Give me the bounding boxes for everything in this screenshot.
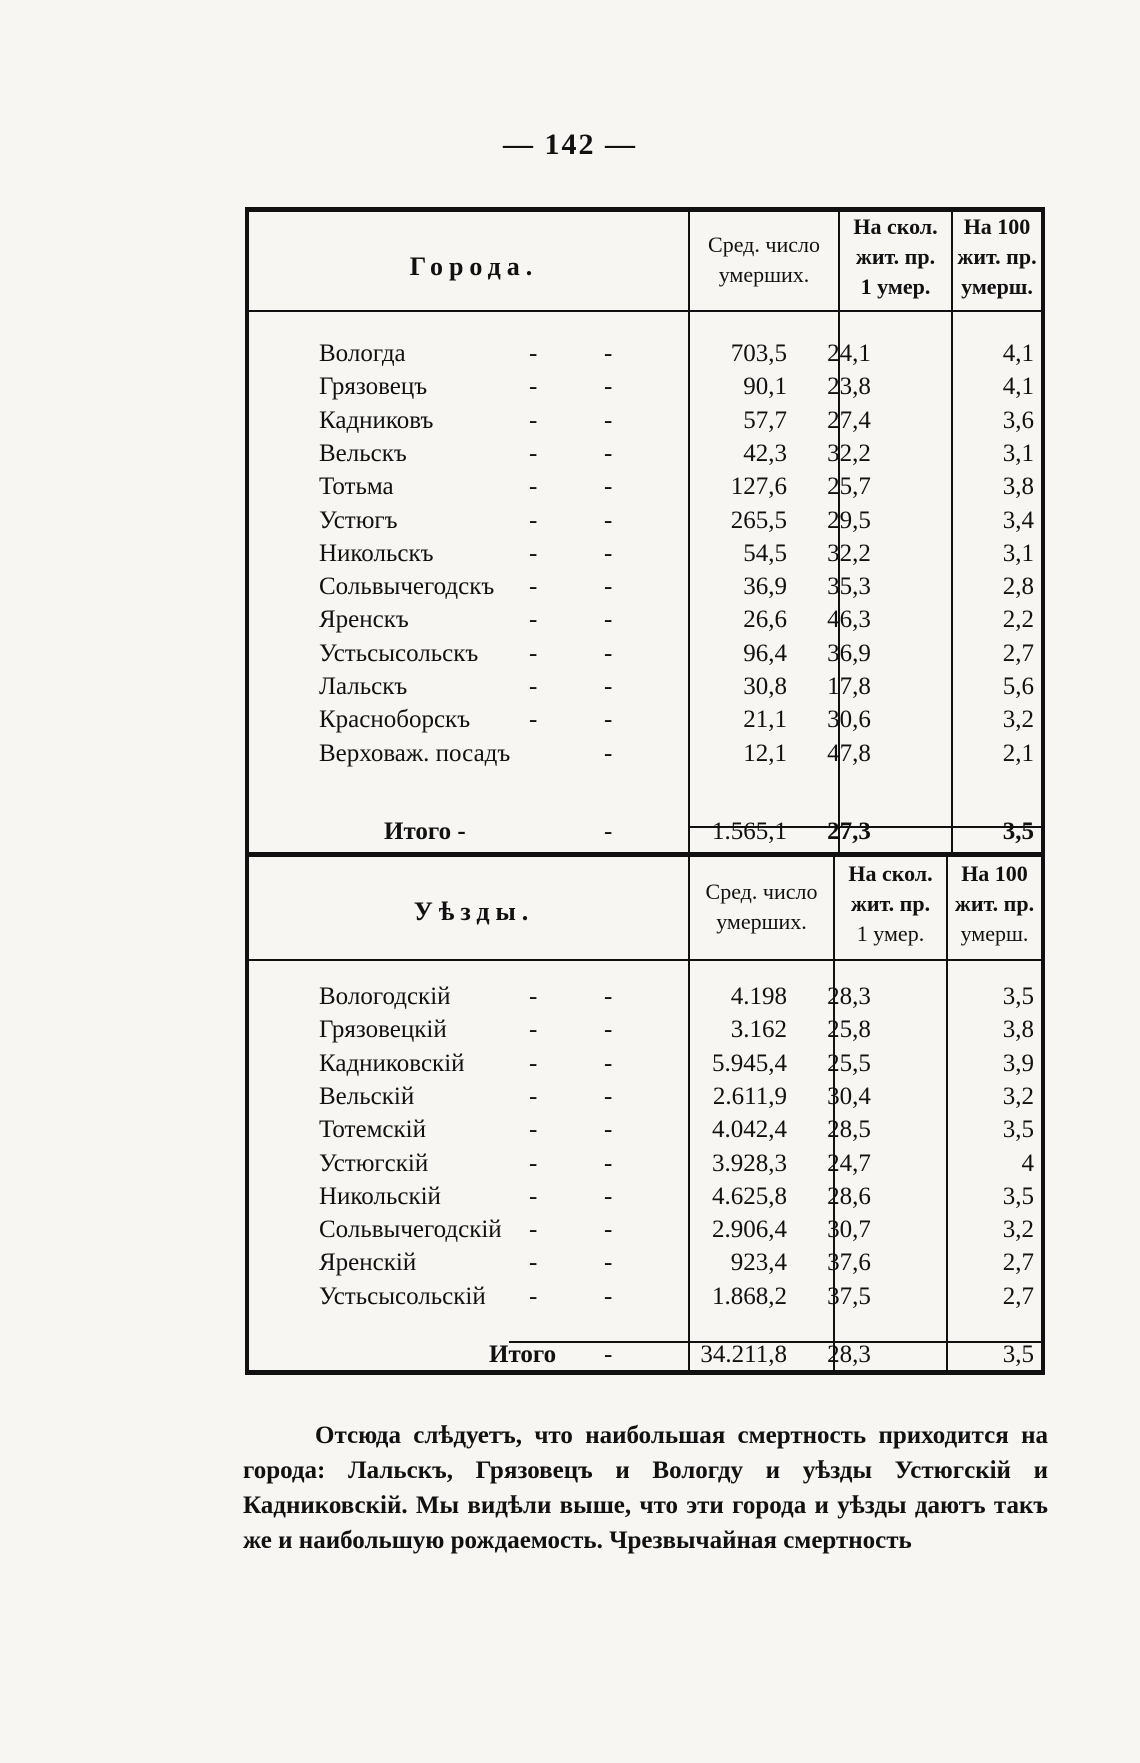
district-dash-2: - [604,1149,613,1177]
district-row [249,1016,1041,1049]
city-dash-1: - [529,439,538,467]
district-name: Кадниковскій [319,1049,465,1077]
cities-header-col1: Сред. число умерших. [708,232,820,287]
city-dash-2: - [604,706,613,734]
district-dash-1: - [529,1082,538,1110]
city-value-col2: 27,4 [827,406,871,434]
district-value-col2: 28,3 [827,983,871,1010]
city-row [249,540,1041,573]
city-dash-2: - [604,439,613,467]
district-dash-1: - [529,1249,538,1277]
city-value-col1: 54,5 [743,539,787,567]
district-dash-2: - [604,1249,613,1277]
district-name: Никольскій [319,1182,441,1210]
district-dash-1: - [529,1149,538,1177]
city-value-col1: 12,1 [743,739,787,767]
city-value-col2: 17,8 [827,673,871,700]
city-value-col2: 30,6 [827,706,871,734]
city-dash-2: - [604,539,613,567]
city-value-col3: 2,1 [1002,739,1034,767]
district-value-col3: 3,5 [1002,1116,1034,1144]
district-value-col3: 3,2 [1002,1082,1034,1110]
district-value-col1: 2.611,9 [712,1082,787,1110]
city-dash-1: - [529,373,538,401]
city-value-col3: 3,1 [1002,439,1034,467]
city-value-col2: 47,8 [827,739,871,767]
district-name: Грязовецкій [319,1016,447,1044]
city-dash-2: - [604,673,613,700]
district-dash-2: - [604,1082,613,1110]
cities-total-dash: - [604,818,613,845]
district-dash-1: - [529,1282,538,1310]
district-name: Яренскій [319,1249,417,1277]
city-row [249,673,1041,706]
district-value-col1: 5.945,4 [712,1049,787,1077]
city-dash-1: - [529,506,538,534]
district-dash-1: - [529,983,538,1010]
cities-header-col2: На скол. жит. пр. 1 умер. [853,214,938,299]
city-name: Грязовецъ [319,373,428,401]
city-value-col3: 3,8 [1002,473,1034,501]
city-name: Тотьма [319,473,394,501]
district-dash-2: - [604,1216,613,1244]
city-value-col1: 21,1 [743,706,787,734]
city-value-col3: 2,7 [1002,639,1034,667]
districts-section [249,857,1041,1375]
city-dash-2: - [604,739,613,767]
district-value-col2: 25,8 [827,1016,871,1044]
city-name: Вельскъ [319,439,407,467]
district-value-col3: 3,5 [1002,1182,1034,1210]
district-value-col1: 4.198 [730,983,787,1010]
body-paragraph [243,1418,1048,1558]
city-name: Вологда [319,340,406,367]
city-value-col3: 2,8 [1002,573,1034,601]
district-dash-2: - [604,1049,613,1077]
districts-total-dash: - [604,1341,613,1368]
district-dash-2: - [604,1282,613,1310]
city-value-col1: 127,6 [730,473,787,501]
district-row [249,983,1041,1016]
city-value-col3: 4,1 [1002,373,1034,401]
district-value-col2: 30,4 [827,1082,871,1110]
district-value-col3: 2,7 [1002,1282,1034,1310]
city-row [249,407,1041,440]
city-dash-1: - [529,606,538,634]
city-dash-2: - [604,506,613,534]
city-dash-1: - [529,573,538,601]
district-dash-1: - [529,1016,538,1044]
district-value-col1: 923,4 [730,1249,787,1277]
city-dash-1: - [529,673,538,700]
district-row [249,1050,1041,1083]
city-row [249,740,1041,773]
city-value-col1: 265,5 [730,506,787,534]
city-name: Никольскъ [319,539,434,567]
city-row [249,473,1041,506]
districts-header-title: Уѣзды. [413,897,535,926]
district-value-col2: 24,7 [827,1149,871,1177]
city-name: Устьсысольскъ [319,639,479,667]
district-dash-1: - [529,1216,538,1244]
district-value-col3: 3,5 [1002,983,1034,1010]
district-row [249,1249,1041,1282]
city-value-col3: 3,6 [1002,406,1034,434]
district-dash-2: - [604,1182,613,1210]
district-value-col1: 2.906,4 [712,1216,787,1244]
district-value-col3: 3,2 [1002,1216,1034,1244]
city-row [249,340,1041,373]
city-value-col2: 24,1 [827,340,871,367]
city-value-col3: 3,4 [1002,506,1034,534]
districts-total-row [249,1341,1041,1374]
city-dash-2: - [604,639,613,667]
district-row [249,1116,1041,1149]
cities-header-col3: На 100 жит. пр. умерш. [957,214,1037,299]
district-value-col3: 2,7 [1002,1249,1034,1277]
district-row [249,1216,1041,1249]
city-row [249,573,1041,606]
city-value-col1: 26,6 [743,606,787,634]
city-dash-1: - [529,340,538,367]
city-row [249,706,1041,739]
city-row [249,507,1041,540]
district-row [249,1283,1041,1316]
city-value-col2: 46,3 [827,606,871,634]
city-value-col2: 25,7 [827,473,871,501]
district-value-col2: 37,6 [827,1249,871,1277]
district-name: Сольвычегодскій [319,1216,502,1244]
city-name: Кадниковъ [319,406,434,434]
district-dash-2: - [604,983,613,1010]
districts-total-c3: 3,5 [1002,1341,1034,1368]
city-value-col2: 35,3 [827,573,871,601]
district-value-col3: 3,8 [1002,1016,1034,1044]
city-value-col1: 36,9 [743,573,787,601]
district-value-col2: 28,5 [827,1116,871,1144]
districts-total-c1: 34.211,8 [700,1341,787,1368]
cities-total-label: Итого - [384,818,466,845]
district-value-col3: 4 [1021,1149,1034,1177]
city-value-col1: 90,1 [743,373,787,401]
cities-total-c2: 27,3 [827,818,871,845]
city-value-col1: 57,7 [743,406,787,434]
district-dash-1: - [529,1116,538,1144]
district-value-col1: 4.042,4 [712,1116,787,1144]
district-name: Вельскій [319,1082,415,1110]
district-value-col3: 3,9 [1002,1049,1034,1077]
city-dash-1: - [529,539,538,567]
city-name: Сольвычегодскъ [319,573,495,601]
city-dash-2: - [604,406,613,434]
city-value-col2: 32,2 [827,539,871,567]
city-value-col1: 703,5 [730,340,787,367]
districts-total-label: Итого [489,1341,557,1368]
district-dash-2: - [604,1116,613,1144]
city-dash-1: - [529,639,538,667]
city-value-col3: 3,1 [1002,539,1034,567]
mortality-table [245,207,1045,1375]
city-value-col1: 30,8 [743,673,787,700]
district-name: Тотемскій [319,1116,426,1144]
district-dash-1: - [529,1049,538,1077]
page-number: — 142 — [503,128,637,161]
city-row [249,373,1041,406]
districts-header-col3: На 100 жит. пр. умерш. [954,861,1035,946]
city-value-col1: 96,4 [743,639,787,667]
city-value-col3: 4,1 [1002,340,1034,367]
district-value-col2: 28,6 [827,1182,871,1210]
district-row [249,1183,1041,1216]
city-name: Яренскъ [319,606,409,634]
city-name: Верховаж. посадъ [319,739,511,767]
district-value-col2: 37,5 [827,1282,871,1310]
city-dash-2: - [604,573,613,601]
district-dash-1: - [529,1182,538,1210]
city-value-col2: 23,8 [827,373,871,401]
city-name: Красноборскъ [319,706,471,734]
city-name: Лальскъ [319,673,408,700]
district-name: Устьсысольскій [319,1282,486,1310]
district-name: Устюгскій [319,1149,429,1177]
city-row [249,606,1041,639]
district-value-col2: 25,5 [827,1049,871,1077]
cities-total-row [249,818,1041,851]
district-value-col1: 1.868,2 [712,1282,787,1310]
district-value-col1: 4.625,8 [712,1182,787,1210]
city-row [249,640,1041,673]
city-dash-2: - [604,373,613,401]
districts-header-col1: Сред. число умерших. [705,879,818,934]
district-name: Вологодскій [319,983,451,1010]
city-dash-1: - [529,473,538,501]
district-row [249,1083,1041,1116]
city-value-col1: 42,3 [743,439,787,467]
city-value-col2: 36,9 [827,639,871,667]
city-dash-2: - [604,340,613,367]
city-value-col3: 3,2 [1002,706,1034,734]
cities-section [249,212,1041,852]
cities-total-c1: 1.565,1 [712,818,787,845]
district-value-col1: 3.162 [730,1016,787,1044]
district-value-col2: 30,7 [827,1216,871,1244]
city-dash-2: - [604,606,613,634]
city-value-col2: 29,5 [827,506,871,534]
city-name: Устюгъ [319,506,398,534]
city-dash-1: - [529,406,538,434]
body-paragraph-text: Отсюда слѣдуетъ, что наибольшая смертность приходится на города: Лальскъ, Грязовецъ и Вологду и уѣзды Устюгскій и Кадниковскій. Мы видѣли выше, что эти города и уѣзды даютъ такъ же и наибольшую рождаемость. Чрезвычайная смертность [243,1422,1048,1554]
districts-header-col2: На скол. жит. пр. 1 умер. [848,861,933,946]
district-row [249,1150,1041,1183]
city-value-col3: 5,6 [1002,673,1034,700]
city-row [249,440,1041,473]
cities-header-title: Города. [409,252,539,281]
districts-total-c2: 28,3 [827,1341,871,1368]
city-dash-1: - [529,706,538,734]
city-value-col3: 2,2 [1002,606,1034,634]
city-value-col2: 32,2 [827,439,871,467]
city-dash-2: - [604,473,613,501]
district-dash-2: - [604,1016,613,1044]
district-value-col1: 3.928,3 [712,1149,787,1177]
cities-total-c3: 3,5 [1002,818,1034,845]
